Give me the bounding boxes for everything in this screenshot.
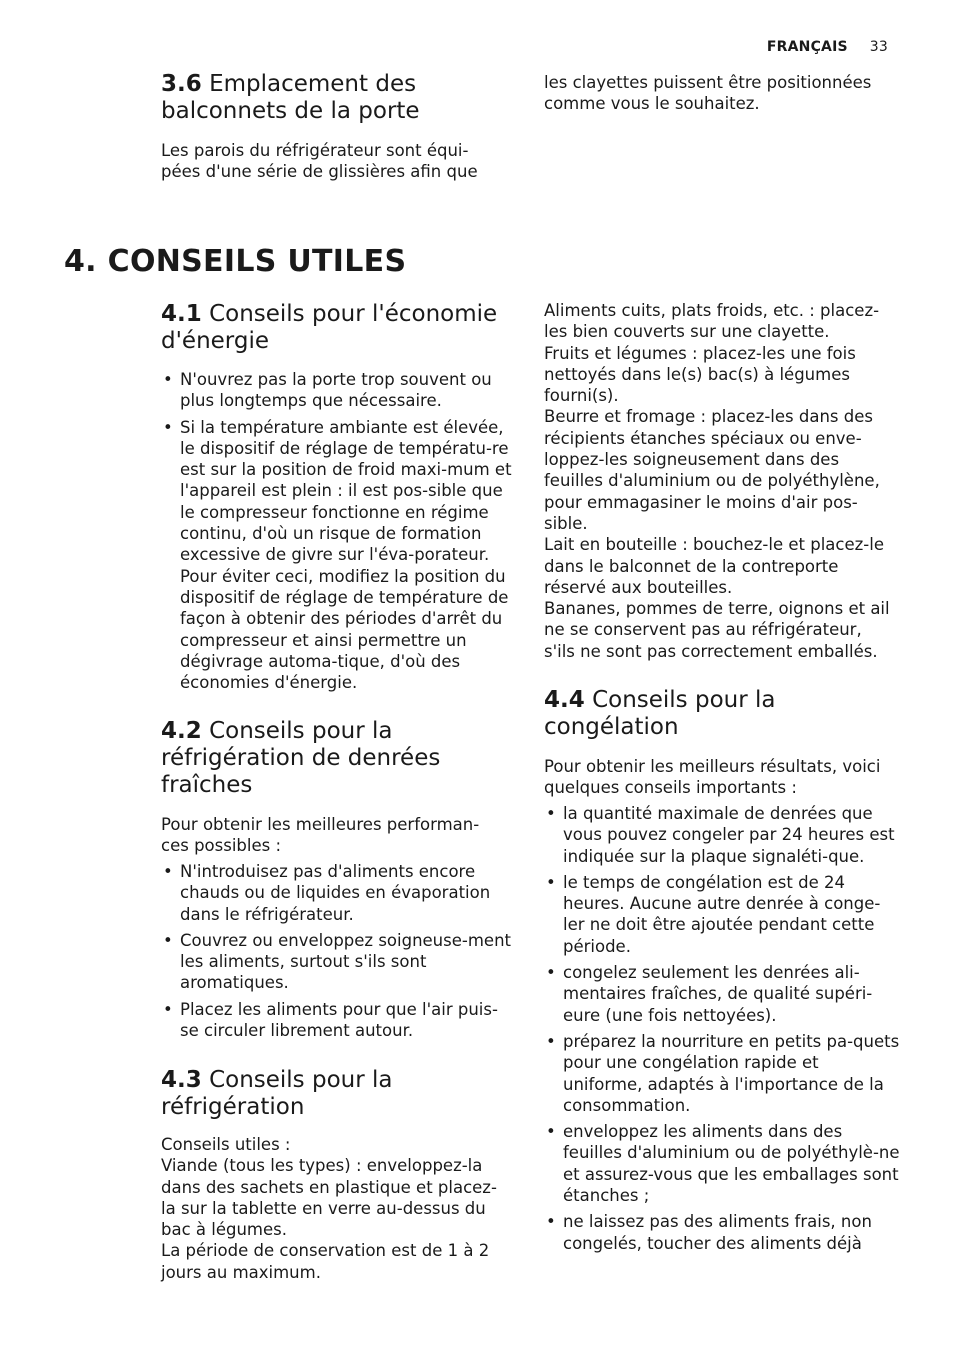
chapter-heading (64, 242, 406, 282)
section-number: 4.3 (161, 1067, 202, 1093)
section-title: Conseils pour l'économie d'énergie (161, 301, 498, 354)
section-4-2-list (161, 861, 513, 1046)
section-4-2-intro: Pour obtenir les meilleures performan-ces possibles : (161, 815, 480, 856)
header-language: FRANÇAIS (766, 39, 848, 55)
section-4-1-heading (161, 301, 506, 355)
section-4-4-heading (544, 687, 864, 741)
list-item: • Si la température ambiante est élevée, le dispositif de réglage de températu-re est sur la position de froid maxi-mum et l'appareil est plein : il est pos-sible que le compresseur fonctionne en régime continu, d'où un risque de formation excessive de givre sur l'éva-porateur. Pour éviter ceci, modifiez la position du dispositif de réglage de température de façon à obtenir des périodes d'arrêt du compresseur et ainsi permettre un dégivrage automa-tique, d'où des économies d'énergie. (161, 417, 513, 694)
list-item: • ne laissez pas des aliments frais, non congelés, toucher des aliments déjà (544, 1211, 900, 1254)
section-4-2-heading (161, 718, 481, 799)
paragraph: Beurre et fromage : placez-les dans des récipients étanches spéciaux ou enve-loppez-les soigneusement dans des feuilles d'aluminium ou de polyéthylène, pour emmagasiner le moins d'air pos-sible. (544, 407, 880, 533)
section-4-1-list (161, 369, 513, 698)
paragraph: La période de conservation est de 1 à 2 jours au maximum. (161, 1241, 490, 1282)
section-3-6-text-a: Les parois du réfrigérateur sont équi-pées d'une série de glissières afin que (161, 141, 478, 182)
paragraph: Conseils utiles : (161, 1135, 291, 1154)
section-number: 4.2 (161, 718, 202, 744)
section-number: 3.6 (161, 71, 202, 97)
list-item: • N'ouvrez pas la porte trop souvent ou plus longtemps que nécessaire. (161, 369, 513, 412)
section-4-4-list (544, 803, 900, 1259)
section-4-3-text-right (544, 300, 894, 662)
paragraph: Viande (tous les types) : enveloppez-la dans des sachets en plastique et placez-la sur la tablette en verre au-dessus du bac à légumes. (161, 1156, 497, 1240)
list-item: • le temps de congélation est de 24 heures. Aucune autre denrée à conge-ler ne doit être ajoutée pendant cette période. (544, 872, 900, 957)
section-number: 4.1 (161, 301, 202, 327)
section-title: Conseils pour la congélation (544, 687, 776, 740)
list-item: • Placez les aliments pour que l'air puis-se circuler librement autour. (161, 999, 513, 1042)
chapter-title: CONSEILS UTILES (107, 244, 407, 279)
paragraph: Lait en bouteille : bouchez-le et placez-le dans le balconnet de la contreporte réservé aux bouteilles. (544, 535, 884, 597)
list-item: • la quantité maximale de denrées que vous pouvez congeler par 24 heures est indiquée sur la plaque signaléti-que. (544, 803, 900, 867)
paragraph: Bananes, pommes de terre, oignons et ail ne se conservent pas au réfrigérateur, s'ils ne sont pas correctement emballés. (544, 599, 890, 661)
section-4-3-heading (161, 1067, 461, 1121)
chapter-number: 4. (64, 244, 97, 279)
list-item: • Couvrez ou enveloppez soigneuse-ment les aliments, surtout s'ils sont aromatiques. (161, 930, 513, 994)
section-title: Conseils pour la réfrigération (161, 1067, 393, 1120)
running-header (767, 39, 888, 55)
list-item: • enveloppez les aliments dans des feuilles d'aluminium ou de polyéthylè-ne et assurez-vous que les emballages sont étanches ; (544, 1121, 900, 1206)
paragraph: Fruits et légumes : placez-les une fois nettoyés dans le(s) bac(s) à légumes fourni(s). (544, 343, 856, 406)
section-4-3-text-left (161, 1134, 509, 1283)
section-3-6-heading (161, 71, 461, 125)
page-number: 33 (869, 39, 888, 55)
section-title: Emplacement des balconnets de la porte (161, 71, 420, 124)
list-item: • congelez seulement les denrées ali-mentaires fraîches, de qualité supéri-eure (une fois nettoyées). (544, 962, 900, 1026)
section-number: 4.4 (544, 687, 585, 713)
list-item: • préparez la nourriture en petits pa-quets pour une congélation rapide et uniforme, adaptés à l'importance de la consommation. (544, 1031, 900, 1116)
section-4-4-intro: Pour obtenir les meilleurs résultats, voici quelques conseils importants : (544, 757, 881, 798)
paragraph: Aliments cuits, plats froids, etc. : placez-les bien couverts sur une clayette. (544, 301, 880, 342)
section-title: Conseils pour la réfrigération de denrées fraîches (161, 718, 441, 798)
list-item: • N'introduisez pas d'aliments encore chauds ou de liquides en évaporation dans le réfrigérateur. (161, 861, 513, 925)
section-3-6-text-b: les clayettes puissent être positionnées comme vous le souhaitez. (544, 73, 872, 114)
